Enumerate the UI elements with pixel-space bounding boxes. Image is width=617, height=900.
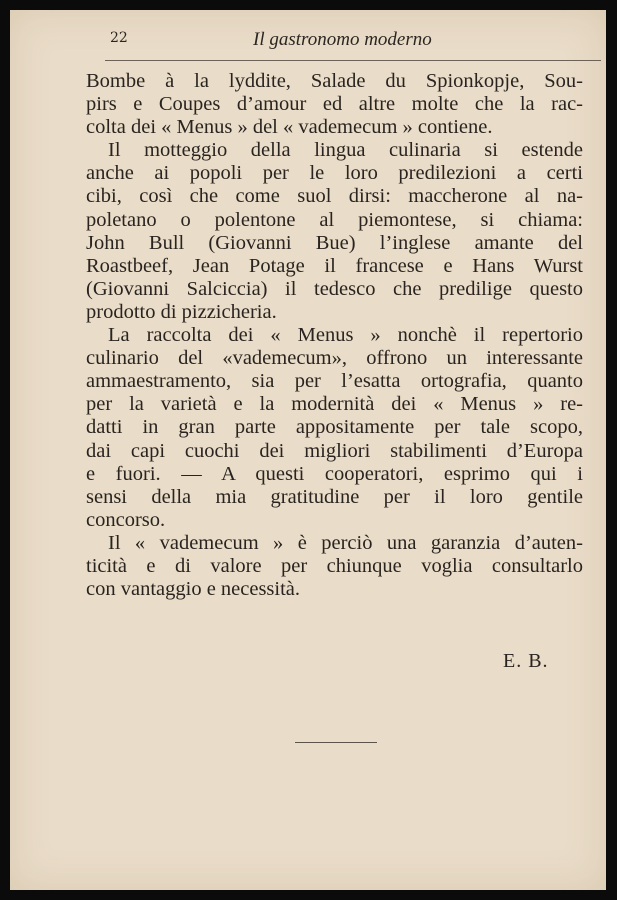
text-line: dai capi cuochi dei migliori stabilimenti d’Europa — [86, 439, 583, 462]
text-line: ammaestramento, sia per l’esatta ortografia, quanto — [86, 370, 583, 393]
text-line: Il motteggio della lingua culinaria si estende — [108, 139, 583, 162]
text-line: Bombe à la lyddite, Salade du Spionkopje, Sou- — [86, 70, 583, 92]
running-title: Il gastronomo moderno — [253, 29, 432, 50]
text-line: sensi della mia gratitudine per il loro gentile — [86, 485, 583, 508]
text-line: anche ai popoli per le loro predilezioni a certi — [86, 162, 583, 185]
body-text — [86, 70, 583, 601]
paragraph-3 — [86, 324, 583, 532]
page-number: 22 — [110, 30, 128, 46]
paragraph-2 — [86, 139, 583, 324]
text-line: con vantaggio e necessità. — [86, 578, 301, 601]
paragraph-1 — [86, 70, 583, 139]
text-line: pirs e Coupes d’amour ed altre molte che la rac- — [86, 93, 583, 116]
paragraph-4 — [86, 532, 583, 601]
text-line: Roastbeef, Jean Potage il francese e Hans Wurst — [86, 254, 583, 277]
text-line: e fuori. — A questi cooperatori, esprimo qui i — [86, 462, 583, 485]
text-line: colta dei « Menus » del « vademecum » contiene. — [86, 116, 493, 139]
text-line: Il « vademecum » è perciò una garanzia d’auten- — [108, 531, 583, 554]
text-line: culinario del «vademecum», offrono un interessante — [86, 347, 583, 370]
text-line: poletano o polentone al piemontese, si chiama: — [86, 208, 583, 231]
text-line: cibi, così che come suol dirsi: maccherone al na- — [86, 185, 583, 208]
signature-initials: E. B. — [503, 650, 549, 672]
text-line: John Bull (Giovanni Bue) l’inglese amante del — [86, 231, 583, 254]
text-line: ticità e di valore per chiunque voglia consultarlo — [86, 554, 583, 577]
text-line: (Giovanni Salciccia) il tedesco che predilige questo — [86, 277, 583, 300]
closing-rule — [295, 742, 377, 743]
text-line: La raccolta dei « Menus » nonchè il repertorio — [108, 324, 583, 347]
page-header — [105, 30, 601, 61]
text-line: prodotto di pizzicheria. — [86, 300, 277, 323]
text-line: concorso. — [86, 508, 166, 531]
text-line: datti in gran parte appositamente per tale scopo, — [86, 416, 583, 439]
text-line: per la varietà e la modernità dei « Menus » re- — [86, 393, 583, 416]
